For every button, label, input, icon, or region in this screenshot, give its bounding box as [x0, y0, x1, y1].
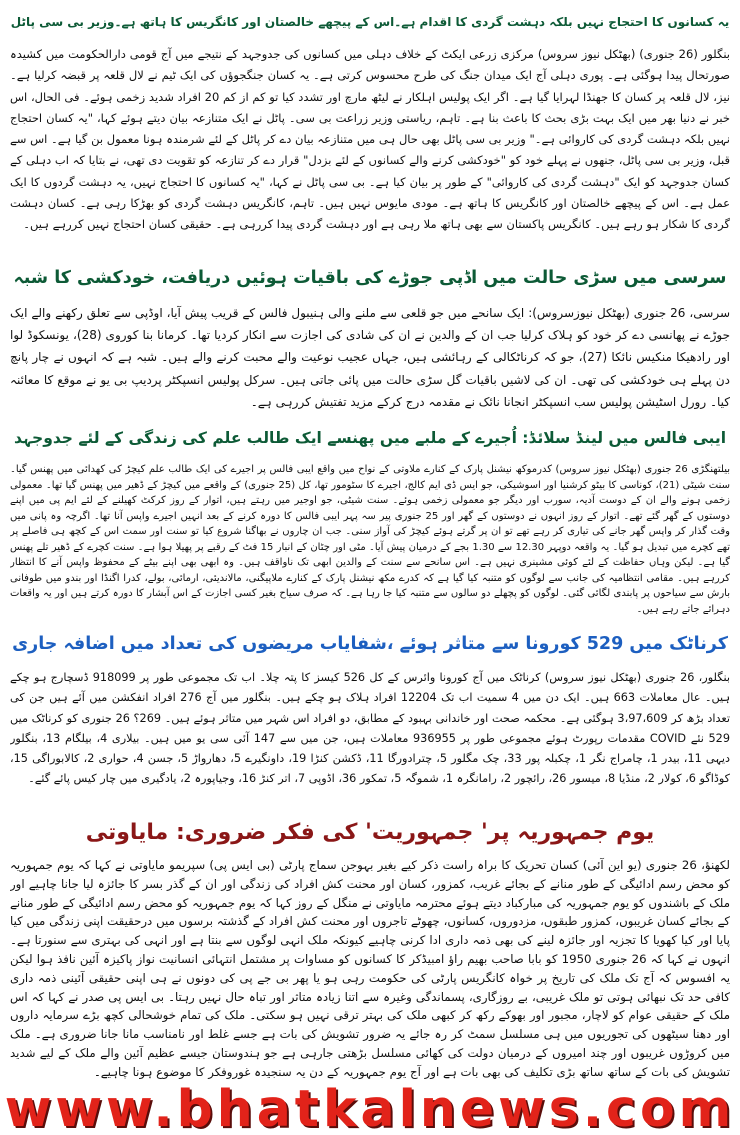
- headline-sirsi-couple: سرسی میں سڑی حالت میں اڈپی جوڑے کی باقیات ہوئیں دریافت، خودکشی کا شبہ: [13, 268, 727, 288]
- website-url-banner: www.bhatkalnews.com: [4, 1084, 736, 1134]
- headline-farmers-protest: یہ کسانوں کا احتجاج نہیں بلکہ دہشت گردی کا اقدام ہے۔اس کے پیچھے خالصتان اور کانگریس کا ہاتھ ہے۔وزیر بی سی پاٹل: [10, 15, 730, 29]
- article-body-sirsi-couple: سرسی، 26 جنوری (بھٹکل نیوزسروس): ایک سانحے میں جو قلعی سے ملنے والی ہنیبول فالس کے قریب پیش آیا، اوڈپی سے تعلق رکھنے والے ایک جوڑے نے پھانسی دے کر خود کو ہلاک کرلیا جب ان کے والدین نے ان کی شادی کی اجازت سے انکار کردیا تھا۔ کرمانا بنا کوروی (28)، یونسکوڈ لوا اور رادھیکا منکیس نائکا (27)، جو کہ کرناٹکالی کے رہائشی ہیں، جہاں عجیب نوعیت والے محبت کرنے والے ہیں۔ شبہ ہے کہ انہوں نے چار پانچ دن پہلے ہی خودکشی کی تھی۔ ان کی لاشیں باقیات گل سڑی حالت میں پائی جاتی ہیں۔ سرکل پولیس انسپکٹر پردیپ بی یو نے موقع کا معائنہ کیا۔ رورل اسٹیشن پولیس سب انسپکٹر انجانا نائک نے مقدمہ درج کرکے مزید تفتیش کررہی ہے۔: [10, 306, 730, 409]
- article-body-farmers-protest: بنگلور (26 جنوری) (بھٹکل نیوز سروس) مرکزی زرعی ایکٹ کے خلاف دہلی میں کسانوں کی جدوجہد کے نتیجے میں آج قومی دارالحکومت میں کشیدہ صورتحال پیدا ہوگئی ہے۔ پوری دہلی آج ایک میدان جنگ کی طرح محسوس کرتی ہے۔ یہ کسان جنگجوؤں کی ایک ٹیم نے لال قلعہ پر قبضہ کرلیا ہے۔ نیز، لال قلعہ پر کسان کا جھنڈا لہرایا گیا ہے۔ اگر ایک پولیس اہلکار نے لیٹھ مارچ اور تشدد کیا تو کم از کم 20 افراد شدید زخمی ہوئے۔ فی الحال، اس خبر نے دنیا بھر میں ایک بہت بڑی بحث کا باعث بنا ہے۔ تاہم، ریاستی وزیر زراعت بی سی۔ پاٹل نے ایک متنازعہ بیان دیتے ہوئے کہا، "یہ کسان احتجاج نہیں بلکہ دہشت گردی کی کاروائی ہے۔" وزیر بی سی پاٹل بھی حال ہی میں متنازعہ بیان دے کر پاٹل کے لئے شرمندہ ہونا معمول بن گیا ہے۔ اس سے قبل، وزیر بی سی پاٹل، جنھوں نے پہلے خود کو "خودکشی کرنے والے کسانوں کے لئے بزدل" قرار دے کر تنازعہ کو تقویت دی تھی، نے بتایا کہ اب دہلی کے کسان جدوجہد کو ایک "دہشت گردی کی کاروائی" کے طور پر بیان کیا ہے۔ بی سی پاٹل نے کہا، "یہ کسانوں کا احتجاج نہیں، یہ دہشت گردوں کا ایک عمل ہے۔ اس کے پیچھے خالصتان اور کانگریس کا ہاتھ ہے۔ مودی مایوس نہیں ہیں۔ تاہم، کانگریس دہشت گردی کو بھڑکا رہی ہے۔ کسان دہشت گردی کا شکار ہو رہے ہیں۔ کانگریس پاکستان سے بھی ہاتھ ملا رہی ہے اور دہشت گردی پیدا کررہی ہے۔ حقیقی کسان احتجاج نہیں کررہے ہیں۔: [10, 47, 730, 232]
- headline-abbey-falls-landslide: ایبی فالس میں لینڈ سلائڈ: اُجیرے کے ملبے میں پھنسے ایک طالب علم کی زندگی کے لئے جدوجہد: [13, 429, 727, 447]
- headline-mayawati-republic-day: یوم جمہوریہ پر' جمہوریت' کی فکر ضروری: مایاوتی: [85, 820, 655, 845]
- headline-karnataka-covid: کرناٹک میں 529 کورونا سے متاثر ہوئے ،شفایاب مریضوں کی تعداد میں اضافہ جاری: [12, 634, 728, 654]
- article-body-mayawati-republic-day: لکھنؤ، 26 جنوری (یو این آئی) کسان تحریک کا براہ راست ذکر کیے بغیر بہوجن سماج پارٹی (بی ایس پی) سپریمو مایاوتی نے کہا کہ یوم جمہوریہ کو محض رسم ادائیگی کے طور منانے کے بجائے غریب، کمزور، کسان اور محنت کش افراد کی زندگی اور ان کے گذر بسر کا جائزہ لیا جانا چاہیے اور ملک کے باشندوں کو یوم جمہوریہ کی مبارکباد دیتے ہوئے محترمہ مایاوتی نے منگل کے روز کہا کہ یوم جمہوریہ کو محض رسم ادائیگی کے طور منانے کے بجائے کسان غریبوں، کمزور طبقوں، مزدوروں، کسانوں، چھوٹے تاجروں اور محنت کش افراد کے گذشتہ برسوں میں درحقیقت اپنی زندگی میں کیا پایا اور کیا کھویا کا تجزیہ اور جائزہ لینے کی بھی ذمہ داری ادا کرنی چاہیے کیونکہ ملک انہی لوگوں سے بنتا ہے اور انہی کی بہتری سے سنورتا ہے۔ انہوں نے کہا کہ 26 جنوری 1950 کو بابا صاحب بھیم راؤ امبیڈکر کا کسانوں کو مساوات پر مشتمل انتہائی انسانیت نواز پاکیزہ آئین نافذ ہوا لیکن یہ افسوس کہ آج تک ملک کی تاریخ پر خواہ کانگریس پارٹی کی حکومت رہی ہو یا پھر بی جے پی کی دونوں نے ہی اپنی حقیقی آئینی ذمہ داری کافی حد تک نبھائی ہوتی تو ملک غریبی، بے روزگاری، پسماندگی وغیرہ سے اتنا زیادہ متاثر اور تباہ حال نہیں رہتا۔ بی ایس پی صدر نے کہا کہ اس ملک کے حقیقی عوام کو لاچار، مجبور اور بھوکے رکھ کر کبھی ملک کی بہتر ترقی نہیں ہو سکتی۔ ملک کی تمام خوشحالی کچھ بڑے سرمایہ داروں اور دھنا سیٹھوں کی تجوریوں میں ہی مسلسل سمٹ کر رہ جائے یہ ضرور تشویش کی بات ہے جسے غلط اور نامناسب مانا جانا ضروری ہے۔ ملک میں کروڑوں غریبوں اور چند امیروں کے درمیان دولت کی کھائی مسلسل بڑھتی جارہی ہے جو ہندوستان جیسے عظیم آئین والے ملک کے لیے شدید تشویش کی بات کے ساتھ ساتھ بڑی تکلیف کی بھی بات ہے اور آج یوم جمہوریہ کے دن یہ سنجیدہ غوروفکر کا موضوع ہونا چاہیے۔: [10, 858, 730, 1079]
- article-body-abbey-falls-landslide: بیلتھنگڑی 26 جنوری (بھٹکل نیوز سروس) کدرموکھ نیشنل پارک کے کنارے ملاوتی کے نواح میں واقع ایبی فالس پر اجیرے کی ایک طالب علم کیچڑ کی کھدائی میں پھنس گیا۔ سنت شیٹی (21)، کوناسی کا بیٹو کرشنیا اور اسوشیکی، جو ایس ڈی ایم کالج، اجیرے کا سٹومور تھا، کل (25 جنوری) کے واقعے میں کیچڑ کے ڈھیر میں پھنس گیا تھا۔ معمولی زخمی ہونے والے ان کے دوست آدیہ، سورب اور دیگر جو معمولی زخمی ہوئے۔ سنت شیٹی، جو اوجیر میں رہتے ہیں، اتوار کے روز کرکٹ کھیلنے کے لئے ایم پی میں اپنے دوستوں کے گھر گئے تھے۔ اتوار کے روز انہوں نے دوستوں کے گھر اور 25 جنوری پیر سہ پہر ایبی فالس کا دورہ کرنے کے بعد انہیں اجیرے واپس آنا تھا۔ اگرچہ وہ پانی میں وقت گذار کر واپس گھر جانے کی تیاری کر رہے تھے تو ان پر گرتے ہوئے کیچڑ کی آواز سنی۔ جب ان چاروں نے بھاگنا شروع کیا تو سنت اور سمت اس کے کچھ ہی فاصلے پر تھے کچرے میں تبدیل ہو گیا۔ یہ واقعہ دوپہر 12.30 سے 1.30 بجے کے درمیان پیش آیا۔ مٹی اور چٹان کے انبار 15 فٹ کے رقبے پر پھیلا ہوا ہے۔ سنت کچرے کے ڈھیر تلے پھنس گیا ہے۔ لیکن وہاں حفاظت کے لئے کوئی مشینری نہیں ہے۔ اس سانحے سے سنت کے والدین ابھی تک ناواقف ہیں۔ وہ ابھی بھی اپنے بیٹے کے محفوظ واپس آنے کا انتظار کررہے ہیں۔ مقامی انتظامیہ کی جانب سے لوگوں کو متنبہ کیا گیا ہے کہ کدرے مکھ نیشنل پارک کے کنارے ملاپیگنی، مالاندیئی، ارمائی، بولے، کدرا اگنڈا اور بندو میں طوفانی بارش سے سیاحوں پر پابندی لگائی گئی۔ لوگوں کو پچھلے دو سالوں سے متنبہ کیا جا رہا ہے۔ کہ صرف سیاح بغیر کسی اجازت کے اس آبشار کا دورہ کرتے ہیں اور یہ واقعات دہرائے جاتے رہے ہیں۔: [10, 464, 730, 615]
- article-body-karnataka-covid: بنگلور، 26 جنوری (بھٹکل نیوز سروس) کرناٹک میں آج کورونا وائرس کے کل 526 کیسز کا پتہ چلا۔ اب تک مجموعی طور پر 918099 ڈسچارج ہو چکے ہیں۔ عال معاملات 663 ہیں۔ ایک دن میں 4 سمیت اب تک 12204 افراد ہلاک ہو چکے ہیں۔ بنگلور میں آج 276 افراد انفکشن میں آئے ہیں جن کی تعداد بڑھ کر 3،97،609 ہوگئی ہے۔ محکمہ صحت اور خاندانی بہبود کے مطابق، دو افراد اس شہر میں متاثر ہوئے ہیں۔ 269؟ 26 جنوری کو کرناٹک میں 529 نئے COVID مقدمات رپورٹ ہوئے مجموعی طور پر 936955 معاملات ہیں، جن میں سے 147 آئی سی یو میں ہیں۔ بیلاری 4، بیلگام 13، بنگلور دیہی 11، بیدر 1، چامراج نگر 1، چکبلہ پور 33، چک مگلور 5، چترادورگا 11، ڈکشن کنڑا 19، داونگیرے 5، دھارواڑ 5، جسن 4، حواری 2، کالابوراگی 15، کوڈاگو 6، کولار 2، منڈیا 8، میسور 26، رائچور 2، رامانگرہ 1، شموگہ 5، تمکور 36، اڈوپی 7، اتر کنڑ 16، وجیاپورہ 2، یادگیری میں چار کیس پائے گئے۔: [10, 671, 730, 786]
